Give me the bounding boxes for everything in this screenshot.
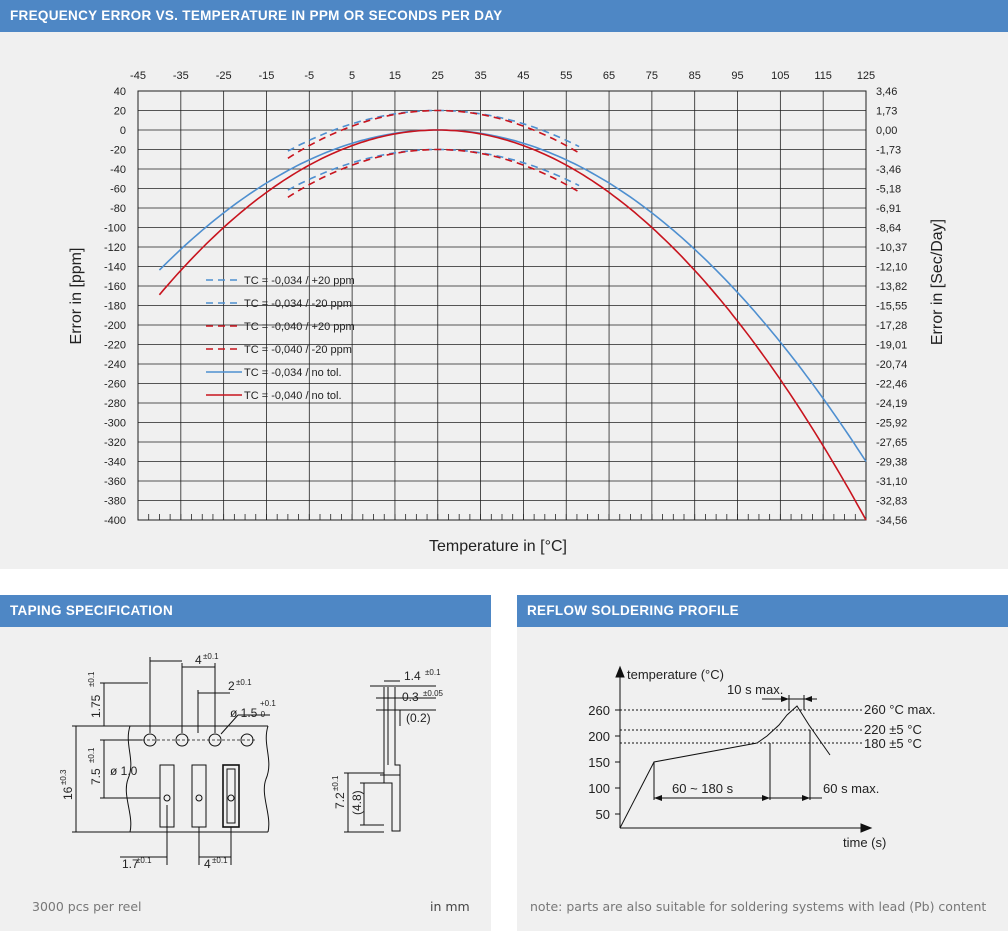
y-tick-label: 20	[113, 105, 126, 118]
ann-10s: 10 s max.	[727, 682, 784, 697]
svg-text:±0.1: ±0.1	[203, 652, 219, 661]
x-tick-label: 15	[388, 70, 402, 82]
tape-side-profile	[384, 687, 400, 831]
svg-text:±0.1: ±0.1	[212, 856, 228, 865]
y2-tick-label: -34,56	[876, 515, 908, 527]
y-tick-label: 0	[119, 125, 126, 137]
y2-tick-label: -15,55	[876, 300, 908, 313]
reflow-profile-curve	[620, 706, 830, 828]
y2-tick-label: -19,01	[876, 339, 908, 352]
y-tick-label: -240	[103, 359, 126, 371]
svg-text:150: 150	[588, 755, 610, 770]
y2-tick-label: -24,19	[876, 398, 908, 410]
svg-text:200: 200	[588, 729, 610, 744]
x-tick-label: 65	[602, 70, 616, 82]
legend-label: TC = -0,040 / no tol.	[244, 390, 342, 402]
reflow-header: REFLOW SOLDERING PROFILE	[517, 595, 1008, 627]
y-tick-label: -360	[103, 476, 126, 488]
svg-text:±0.1: ±0.1	[425, 668, 441, 677]
svg-text:±0.1: ±0.1	[331, 775, 340, 791]
y2-tick-label: -31,10	[876, 476, 908, 488]
svg-text:+0.1: +0.1	[260, 699, 276, 708]
y2-tick-label: 1,73	[876, 105, 898, 118]
reflow-y-label: temperature (°C)	[627, 667, 724, 682]
x-tick-label: -25	[215, 70, 232, 82]
ann-220: 220 ±5 °C	[864, 722, 922, 737]
y2-tick-label: -3,46	[876, 164, 902, 176]
y-tick-label: -100	[103, 222, 126, 235]
x-tick-label: 55	[560, 70, 573, 82]
svg-text:±0.3: ±0.3	[59, 769, 68, 785]
x-tick-label: 5	[349, 70, 356, 82]
y2-tick-label: 0,00	[876, 125, 898, 137]
dim-depth: 1.4	[404, 669, 421, 683]
y2-tick-label: -25,92	[876, 417, 908, 430]
legend-label: TC = -0,034 / no tol.	[244, 367, 342, 379]
x-tick-label: 85	[688, 70, 701, 82]
y-tick-label: -320	[103, 437, 126, 449]
dim-pocket-dia: ø 1.0	[110, 764, 138, 778]
reflow-chart	[517, 595, 1008, 931]
y-tick-label: -140	[103, 261, 126, 274]
x-tick-label: 105	[771, 70, 790, 82]
y2-tick-label: -29,38	[876, 456, 908, 469]
dim-hole-pitch: 2	[228, 679, 235, 693]
x-tick-label: 115	[814, 70, 832, 82]
dim-edge: 1.75	[89, 694, 103, 718]
ann-60-180: 60 ~ 180 s	[672, 781, 734, 796]
x-tick-label: 45	[517, 70, 530, 82]
legend-label: TC = -0,034 / +20 ppm	[244, 275, 355, 287]
y2-tick-label: -27,65	[876, 437, 908, 449]
y2-tick-label: -8,64	[876, 222, 902, 235]
y-tick-label: -380	[103, 495, 126, 508]
taping-drawing	[0, 595, 491, 931]
taping-unit-note: in mm	[430, 899, 470, 914]
y-tick-label: 40	[113, 86, 126, 98]
x-tick-label: -5	[304, 70, 315, 82]
dim-width: 16	[61, 786, 75, 800]
x-tick-label: 75	[645, 70, 659, 82]
y-tick-label: -80	[110, 203, 126, 215]
dim-height: 7.2	[333, 792, 347, 809]
y2-tick-labels	[876, 86, 907, 527]
y2-tick-label: -12,10	[876, 261, 908, 274]
y-tick-label: -400	[103, 515, 126, 527]
svg-text:±0.05: ±0.05	[423, 689, 443, 698]
svg-text:-0: -0	[258, 710, 266, 719]
svg-text:±0.1: ±0.1	[236, 678, 252, 687]
y2-tick-label: -10,37	[876, 242, 908, 254]
y2-tick-label: -20,74	[876, 359, 908, 371]
dim-offset: 1.7	[122, 857, 139, 871]
svg-text:100: 100	[588, 781, 610, 796]
ann-260: 260 °C max.	[864, 702, 936, 717]
x-tick-label: -45	[130, 70, 146, 82]
tape-break-line	[264, 726, 269, 832]
x-tick-label: 35	[474, 70, 487, 82]
y2-tick-label: -13,82	[876, 281, 908, 293]
ann-180: 180 ±5 °C	[864, 736, 922, 751]
y2-tick-label: -22,46	[876, 378, 908, 391]
dim-center: 7.5	[89, 768, 103, 785]
y-tick-label: -260	[103, 378, 126, 391]
dim-thickness: 0.3	[402, 690, 419, 704]
y-tick-label: -200	[103, 320, 126, 332]
reflow-x-label: time (s)	[843, 835, 887, 850]
y-axis-label: Error in [ppm]	[68, 247, 85, 345]
dim-pitch2: 4	[204, 857, 211, 871]
y2-tick-label: -32,83	[876, 495, 908, 508]
x-tick-label: 25	[431, 70, 444, 82]
reflow-footer-note: note: parts are also suitable for soldering systems with lead (Pb) content	[530, 899, 987, 914]
dim-cover: (0.2)	[406, 711, 431, 725]
reflow-panel	[517, 595, 1008, 931]
ann-60s: 60 s max.	[823, 781, 880, 796]
svg-text:±0.1: ±0.1	[87, 671, 96, 687]
legend-label: TC = -0,040 / +20 ppm	[244, 321, 355, 333]
y2-tick-label: -5,18	[876, 183, 902, 196]
y-tick-label: -300	[103, 417, 126, 430]
y-tick-label: -60	[110, 183, 126, 196]
y-tick-label: -180	[103, 300, 126, 313]
y-tick-label: -120	[103, 242, 126, 254]
y2-tick-label: -17,28	[876, 320, 908, 332]
y2-axis-label: Error in [Sec/Day]	[929, 218, 946, 346]
x-tick-label: -15	[258, 70, 275, 82]
y-tick-label: -40	[110, 164, 126, 176]
y-tick-label: -20	[110, 144, 126, 157]
svg-text:260: 260	[588, 703, 610, 718]
dim-inner: (4.8)	[350, 790, 364, 815]
x-tick-label: -35	[172, 70, 189, 82]
taping-panel	[0, 595, 491, 931]
y2-tick-label: 3,46	[876, 86, 898, 98]
y-tick-label: -280	[103, 398, 126, 410]
legend-label: TC = -0,034 / -20 ppm	[244, 298, 352, 310]
frequency-chart-header: FREQUENCY ERROR VS. TEMPERATURE IN PPM OR SECONDS PER DAY	[0, 0, 1008, 32]
taping-qty-note: 3000 pcs per reel	[32, 899, 142, 914]
svg-text:±0.1: ±0.1	[87, 747, 96, 763]
svg-text:±0.1: ±0.1	[136, 856, 152, 865]
y2-tick-label: -1,73	[876, 144, 902, 157]
y-tick-labels	[104, 86, 126, 527]
y-tick-label: -340	[103, 456, 126, 469]
svg-text:50: 50	[595, 807, 610, 822]
y-tick-label: -220	[103, 339, 126, 352]
x-tick-label: 95	[731, 70, 744, 82]
y2-tick-label: -6,91	[876, 203, 902, 215]
x-tick-label: 125	[856, 70, 876, 82]
x-axis-label: Temperature in [°C]	[428, 538, 568, 555]
x-tick-labels	[130, 70, 875, 82]
legend-label: TC = -0,040 / -20 ppm	[244, 344, 352, 356]
dim-hole-dia: ø 1.5	[230, 706, 258, 720]
y-tick-label: -160	[103, 281, 126, 293]
taping-header: TAPING SPECIFICATION	[0, 595, 491, 627]
dim-pitch: 4	[195, 653, 202, 667]
